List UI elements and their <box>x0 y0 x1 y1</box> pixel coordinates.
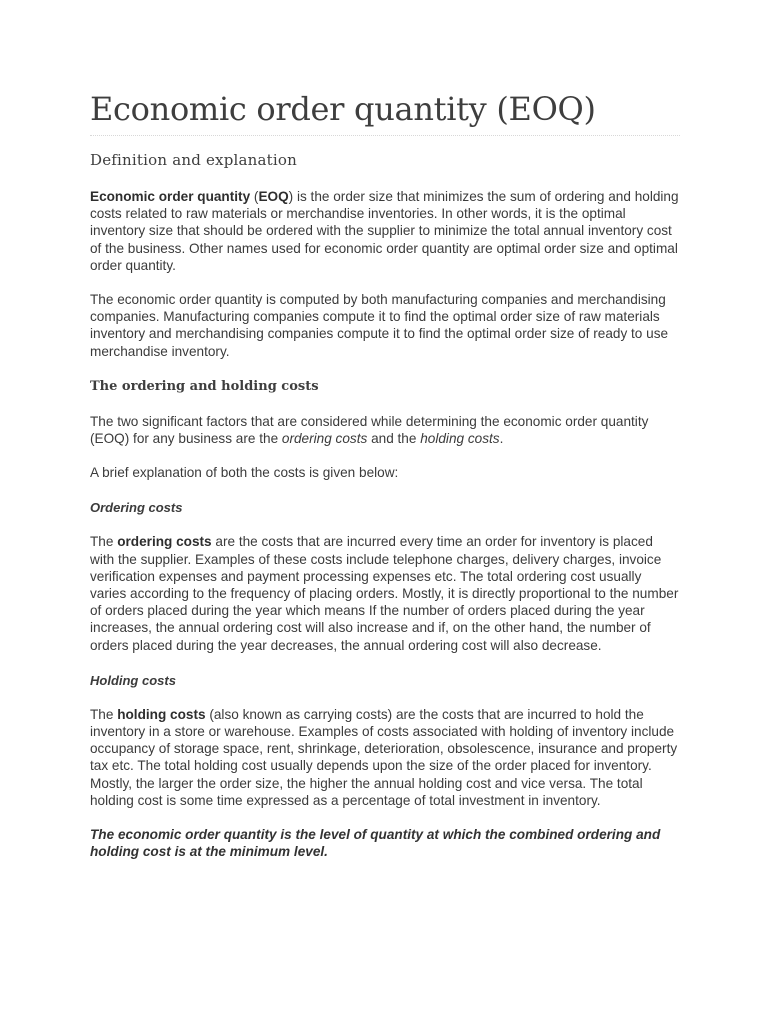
page-title: Economic order quantity (EOQ) <box>90 90 680 136</box>
text-span: ( <box>250 189 259 204</box>
abbr-eoq-bold: EOQ <box>258 189 289 204</box>
text-span: The <box>90 534 118 550</box>
paragraph-holding-costs <box>90 706 680 809</box>
term-eoq-bold: Economic order quantity <box>90 189 251 204</box>
text-span: are the costs that are incurred every time an order for inventory is placed with the supplier. Examples of these costs include telephone charges, delivery charges, invoice verification expenses and payment processing expenses etc. The total ordering cost usually varies according to the frequency of placing orders. Mostly, it is directly proportional to the number of orders placed during the year which means If the number of orders placed during the year increases, the annual ordering cost will also increase and if, on the other hand, the number of orders placed during the year decreases, the annual ordering cost will also decrease. <box>90 534 679 653</box>
paragraph-computation: The economic order quantity is computed by both manufacturing companies and merchandising companies. Manufacturing companies compute it to find the optimal order size of raw materials inventory and merchandising companies compute it to find the optimal order size of ready to use merchandise inventory. <box>90 292 669 359</box>
paragraph-definition <box>90 188 680 274</box>
term-holding-costs-bold: holding costs <box>117 706 206 722</box>
subheading-ordering-holding: The ordering and holding costs <box>90 378 319 394</box>
text-span: and the <box>367 431 421 447</box>
text-span: ) is the order size that minimizes the sum of ordering and holding costs related to raw materials or merchandise inventories. In other words, it is the optimal inventory size that should be ordered with the supplier to minimize the total annual inventory cost of the business. Other names used for economic order quantity are optimal order size and optimal order quantity. <box>90 189 679 273</box>
paragraph-ordering-costs <box>90 533 680 653</box>
text-span: . <box>499 431 504 447</box>
subheading-holding-costs: Holding costs <box>90 672 176 688</box>
paragraph-conclusion: The economic order quantity is the level of quantity at which the combined ordering and holding cost is at the minimum level. <box>90 827 661 860</box>
section-heading-definition: Definition and explanation <box>90 151 297 169</box>
term-ordering-costs-bold: ordering costs <box>117 534 212 550</box>
text-span: (also known as carrying costs) are the costs that are incurred to hold the inventory in a store or warehouse. Examples of costs associated with holding of inventory include occupancy of storage space, rent, shrinkage, deterioration, obsolescence, insurance and property tax etc. The total holding cost usually depends upon the size of the order placed for inventory. Mostly, the larger the order size, the higher the annual holding cost and vice versa. The total holding cost is some time expressed as a percentage of total investment in inventory. <box>90 706 678 808</box>
emphasis-ordering-costs: ordering costs <box>281 431 368 447</box>
paragraph-factors <box>90 413 680 447</box>
paragraph-brief: A brief explanation of both the costs is given below: <box>90 465 399 481</box>
subheading-ordering-costs: Ordering costs <box>90 500 183 516</box>
text-span: The <box>90 706 118 722</box>
text-span: The two significant factors that are considered while determining the economic order quantity (EOQ) for any business are the <box>90 413 649 447</box>
article-content <box>90 90 680 860</box>
emphasis-holding-costs: holding costs <box>420 431 500 447</box>
